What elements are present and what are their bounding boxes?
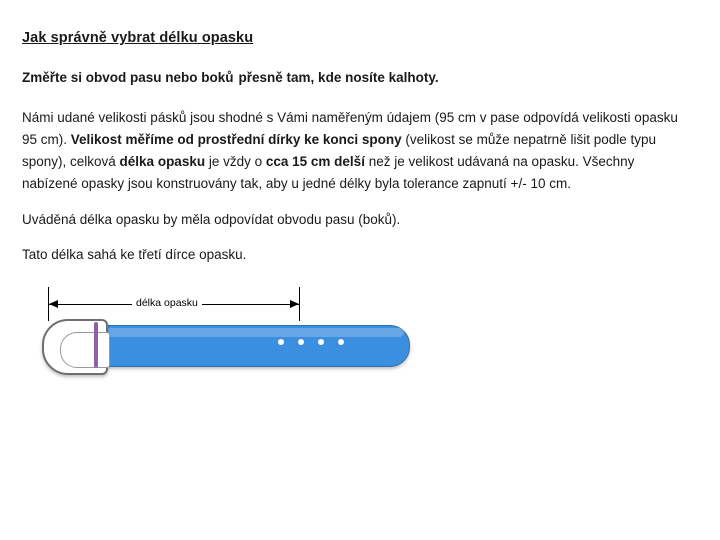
buckle-prong [94,322,98,368]
paragraph-segment-7: než je velikost udávaná na opasku. Všechny nabízené opasky jsou konstruovány tak, aby u jedné délky byla tolerance zapnutí +/- 10 cm. [22,153,635,191]
belt-hole [338,339,344,345]
dimension-label: délka opasku [132,297,202,309]
dimension-measure [48,297,300,311]
belt-diagram [22,279,442,399]
belt-illustration [36,317,426,373]
subtitle-part-2: přesně tam, kde nosíte kalhoty. [238,70,439,86]
dimension-tick-right [299,287,300,321]
paragraph-segment-6-bold: cca 15 cm delší [265,153,365,169]
subtitle [22,69,692,87]
paragraph-segment-5: je vždy o [205,153,266,169]
belt-hole [278,339,284,345]
belt-highlight [98,328,404,337]
subtitle-part-1: Změřte si obvod pasu nebo boků [22,70,234,86]
paragraph-three: Tato délka sahá ke třetí dírce opasku. [22,246,247,262]
paragraph-segment-3: (velikost se může nepatrně lišit podle typu spony), celková [22,131,657,169]
belt-hole [298,339,304,345]
paragraph-segment-2-bold: Velikost měříme od prostřední dírky ke konci spony [70,131,402,147]
buckle-inner-frame [60,332,110,368]
dimension-tick-left [48,287,49,321]
paragraph-segment-4-bold: délka opasku [119,153,206,169]
main-paragraph [22,107,692,194]
page-title: Jak správně vybrat délku opasku [22,30,254,46]
arrow-left-icon [49,300,58,308]
arrow-right-icon [290,300,299,308]
belt-buckle [42,319,108,375]
belt-hole [318,339,324,345]
paragraph-two: Uváděná délka opasku by měla odpovídat obvodu pasu (boků). [22,212,401,228]
paragraph-segment-1: Námi udané velikosti pásků jsou shodné s Vámi naměřeným údajem (95 cm v pase odpovídá velikosti opasku 95 cm). [22,109,678,147]
